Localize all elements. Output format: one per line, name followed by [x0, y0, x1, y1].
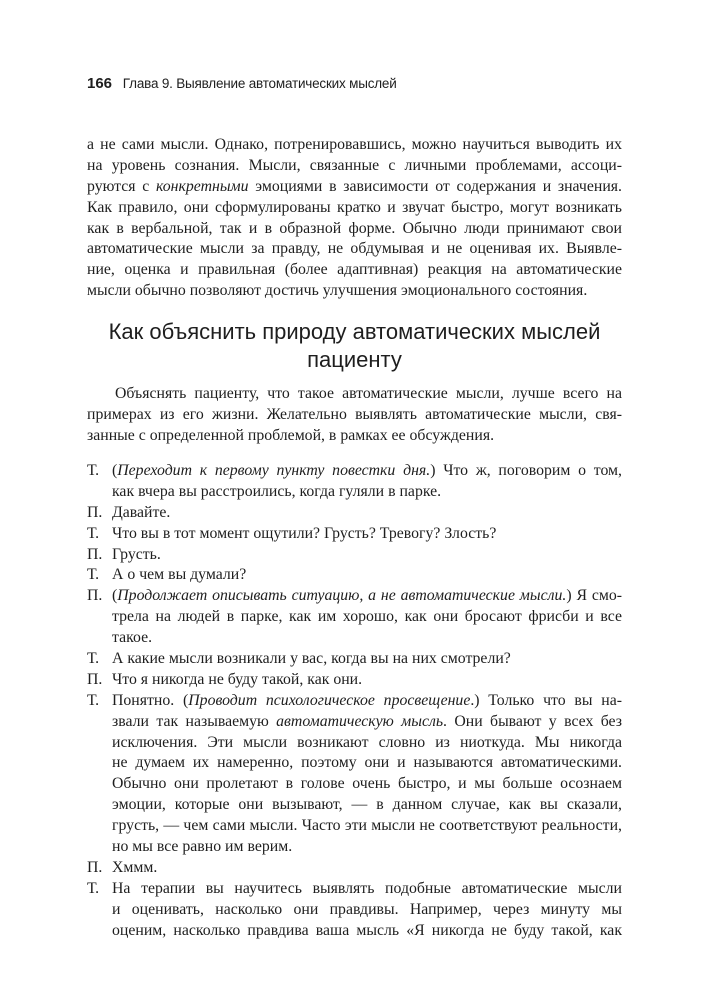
text-line: автоматические мысли за правду, не обдумывая и не оценивая их. Выявле-	[87, 240, 622, 258]
speaker-label: П.	[87, 545, 103, 563]
text-line: не думаем их намеренно, поэтому они и называются автоматическими.	[112, 754, 622, 772]
text-line: исключения. Эти мысли возникают словно из ниоткуда. Мы никогда	[112, 733, 622, 751]
intro-paragraph	[87, 135, 622, 302]
dialog-turn-therapist	[87, 649, 622, 670]
dialog-turn-patient	[87, 858, 622, 879]
speaker-label: П.	[87, 858, 103, 876]
text-line: Хммм.	[112, 858, 158, 876]
dialog-turn-patient	[87, 545, 622, 566]
text-line: Что я никогда не буду такой, как они.	[112, 670, 363, 688]
text-line: грусть, — чем сами мысли. Часто эти мысли не соответствуют реальности,	[112, 817, 622, 835]
page-number: 166	[87, 75, 113, 92]
speaker-label: П.	[87, 587, 103, 605]
text-line: на уровень сознания. Мысли, связанные с личными проблемами, ассоци-	[87, 156, 622, 174]
text-line: (Переходит к первому пункту повестки дня.) Что ж, поговорим о том,	[112, 462, 622, 479]
section-heading	[87, 318, 622, 374]
therapy-dialog	[87, 461, 622, 941]
emphasis: автоматическую мысль	[276, 712, 444, 730]
text-line: (Продолжает описывать ситуацию, а не автоматические мысли.) Я смо-	[112, 587, 622, 605]
dialog-turn-therapist	[87, 565, 622, 586]
speaker-label: Т.	[87, 879, 100, 897]
heading-line: Как объяснить природу автоматических мыслей	[108, 319, 601, 344]
speaker-label: Т.	[87, 650, 100, 668]
emphasis: конкретными	[155, 177, 249, 195]
speaker-label: Т.	[87, 524, 100, 542]
text-line: Давайте.	[112, 503, 171, 521]
dialog-turn-patient	[87, 670, 622, 691]
emphasis: Проводит психологическое просвещение	[188, 691, 471, 709]
text-line: трела на людей в парке, как им хорошо, как они бросают фрисби и все	[112, 608, 622, 626]
dialog-turn-therapist	[87, 461, 622, 503]
speaker-label: П.	[87, 670, 103, 688]
text-line: Понятно. (Проводит психологическое просвещение.) Только что вы на-	[112, 691, 622, 709]
dialog-turn-therapist	[87, 524, 622, 545]
speaker-label: Т.	[87, 566, 100, 584]
text-line: Как правило, они сформулированы кратко и звучат быстро, могут возникать	[87, 198, 622, 216]
text-line: Грусть.	[112, 545, 161, 563]
text-line: занные с определенной проблемой, в рамках ее обсуждения.	[87, 426, 495, 444]
dialog-turn-therapist	[87, 691, 622, 858]
text-line: а не сами мысли. Однако, потренировавшись, можно научиться выводить их	[87, 136, 622, 153]
dialog-turn-patient	[87, 503, 622, 524]
chapter-title: Глава 9. Выявление автоматических мыслей	[122, 76, 397, 91]
heading-line: пациенту	[307, 347, 402, 372]
speaker-label: Т.	[87, 691, 100, 709]
text-line: звали так называемую автоматическую мысль. Они бывают у всех без	[112, 712, 622, 730]
text-line: как вчера вы расстроились, когда гуляли в парке.	[112, 482, 442, 500]
text-line: эмоции, которые они вызывают, — в данном случае, как вы сказали,	[112, 796, 622, 814]
text-line: ние, оценка и правильная (более адаптивная) реакция на автоматические	[87, 261, 622, 279]
text-line: руются с конкретными эмоциями в зависимости от содержания и значения.	[87, 177, 623, 195]
emphasis: Продолжает описывать ситуацию, а не автоматические мысли.	[117, 587, 567, 605]
text-line: Обычно они пролетают в голове очень быстро, и мы больше осознаем	[112, 775, 622, 793]
speaker-label: П.	[87, 503, 103, 521]
running-header	[87, 75, 397, 92]
text-line: мысли обычно позволяют достичь улучшения эмоционального состояния.	[87, 282, 588, 300]
text-line: На терапии вы научитесь выявлять подобные автоматические мысли	[112, 879, 622, 897]
text-line: примерах из его жизни. Желательно выявлять автоматические мысли, свя-	[87, 405, 622, 423]
text-line: оценим, насколько правдива ваша мысль «Я никогда не буду такой, как	[112, 921, 622, 939]
dialog-turn-therapist	[87, 879, 622, 942]
emphasis: Переходит к первому пункту повестки дня.	[117, 462, 431, 479]
speaker-label: Т.	[87, 462, 100, 479]
text-line: но мы все равно им верим.	[112, 838, 293, 856]
text-line: Что вы в тот момент ощутили? Грусть? Тревогу? Злость?	[112, 524, 497, 542]
text-line: такое.	[112, 629, 153, 647]
text-line: как в вербальной, так и в образной форме. Обычно люди принимают свои	[87, 219, 622, 237]
text-line: А какие мысли возникали у вас, когда вы на них смотрели?	[112, 650, 511, 668]
text-line: и оценивать, насколько они правдивы. Например, через минуту мы	[112, 900, 622, 918]
text-line: А о чем вы думали?	[112, 566, 247, 584]
text-line: Объяснять пациенту, что такое автоматические мысли, лучше всего на	[115, 385, 622, 402]
section-paragraph	[87, 384, 622, 447]
dialog-turn-patient	[87, 586, 622, 649]
